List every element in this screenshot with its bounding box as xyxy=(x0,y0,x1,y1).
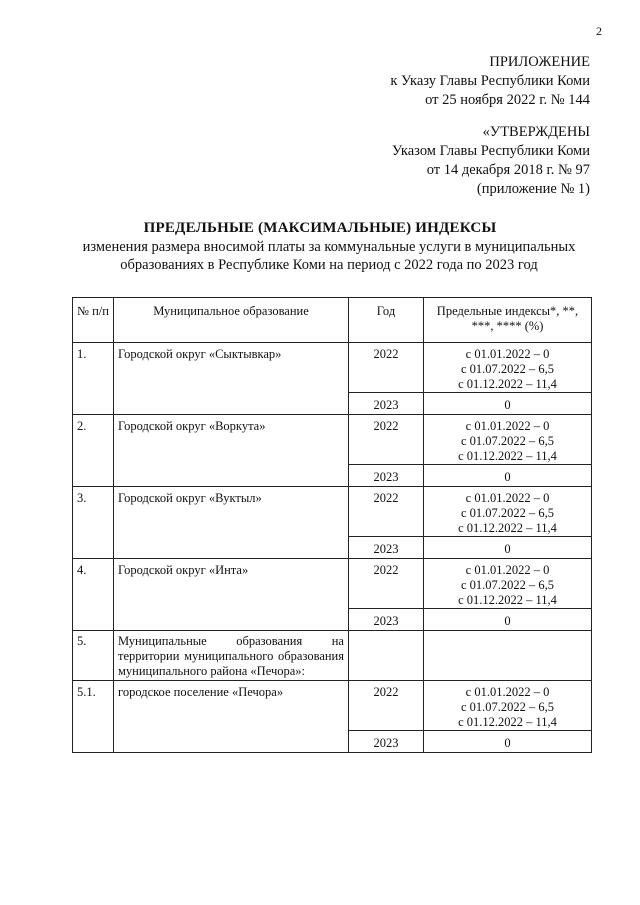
appendix-label: ПРИЛОЖЕНИЕ xyxy=(489,54,590,70)
index-value: с 01.12.2022 – 11,4 xyxy=(458,715,557,729)
row-municipality: Муниципальные образования на территории муниципального образования муниципального района «Печора»: xyxy=(114,631,349,681)
row-indices xyxy=(424,681,592,731)
index-value: с 01.07.2022 – 6,5 xyxy=(460,506,555,520)
page-number: 2 xyxy=(596,24,602,38)
index-value: с 01.12.2022 – 11,4 xyxy=(458,593,557,607)
indices-table xyxy=(72,297,592,753)
row-year: 2023 xyxy=(349,731,424,753)
row-indices xyxy=(424,415,592,465)
row-year xyxy=(349,631,424,681)
document-title xyxy=(0,219,640,274)
index-value: с 01.07.2022 – 6,5 xyxy=(460,362,555,376)
table-row xyxy=(73,681,592,731)
row-municipality: городское поселение «Печора» xyxy=(114,681,349,753)
row-num: 2. xyxy=(73,415,114,487)
row-num: 3. xyxy=(73,487,114,559)
index-value: с 01.12.2022 – 11,4 xyxy=(458,449,557,463)
row-year: 2023 xyxy=(349,609,424,631)
row-indices xyxy=(424,487,592,537)
row-municipality: Городской округ «Сыктывкар» xyxy=(114,343,349,415)
index-value: 0 xyxy=(424,609,592,631)
row-indices xyxy=(424,559,592,609)
row-indices xyxy=(424,343,592,393)
row-year: 2022 xyxy=(349,487,424,537)
header-indices: Предельные индексы*, **, ***, **** (%) xyxy=(424,298,592,343)
title-subtitle-line2: образованиях в Республике Коми на период с 2022 года по 2023 год xyxy=(120,257,538,273)
row-year: 2023 xyxy=(349,465,424,487)
index-value: с 01.07.2022 – 6,5 xyxy=(460,578,555,592)
approved-decree-date: от 14 декабря 2018 г. № 97 xyxy=(426,162,590,178)
header-num: № п/п xyxy=(73,298,114,343)
row-year: 2023 xyxy=(349,537,424,559)
index-value: с 01.01.2022 – 0 xyxy=(465,491,550,505)
index-value: с 01.01.2022 – 0 xyxy=(465,347,550,361)
row-num: 5. xyxy=(73,631,114,681)
row-municipality: Городской округ «Инта» xyxy=(114,559,349,631)
title-main: ПРЕДЕЛЬНЫЕ (МАКСИМАЛЬНЫЕ) ИНДЕКСЫ xyxy=(143,220,497,236)
index-value: с 01.07.2022 – 6,5 xyxy=(460,700,555,714)
table-row xyxy=(73,487,592,537)
approved-label: «УТВЕРЖДЕНЫ xyxy=(482,124,590,140)
table-header-row xyxy=(73,298,592,343)
index-value: с 01.07.2022 – 6,5 xyxy=(460,434,555,448)
index-value: с 01.12.2022 – 11,4 xyxy=(458,521,557,535)
table-row xyxy=(73,631,592,681)
row-year: 2022 xyxy=(349,343,424,393)
index-value: 0 xyxy=(424,465,592,487)
approved-decree-ref: Указом Главы Республики Коми xyxy=(391,143,590,159)
row-num: 4. xyxy=(73,559,114,631)
table-row xyxy=(73,415,592,465)
header-year: Год xyxy=(349,298,424,343)
approved-block xyxy=(392,123,590,199)
table-row xyxy=(73,559,592,609)
index-value: с 01.01.2022 – 0 xyxy=(465,563,550,577)
index-value: 0 xyxy=(424,537,592,559)
row-year: 2022 xyxy=(349,415,424,465)
row-year: 2023 xyxy=(349,393,424,415)
title-subtitle-line1: изменения размера вносимой платы за коммунальные услуги в муниципальных xyxy=(82,239,576,255)
index-value: с 01.12.2022 – 11,4 xyxy=(458,377,557,391)
appendix-decree-date: от 25 ноября 2022 г. № 144 xyxy=(425,92,590,108)
row-municipality: Городской округ «Воркута» xyxy=(114,415,349,487)
index-value: с 01.01.2022 – 0 xyxy=(465,419,550,433)
row-num: 5.1. xyxy=(73,681,114,753)
row-num: 1. xyxy=(73,343,114,415)
appendix-block xyxy=(390,53,590,110)
approved-appendix-note: (приложение № 1) xyxy=(476,181,590,197)
header-municipality: Муниципальное образование xyxy=(114,298,349,343)
index-value: 0 xyxy=(424,731,592,753)
index-value: 0 xyxy=(424,393,592,415)
index-value: с 01.01.2022 – 0 xyxy=(465,685,550,699)
row-indices xyxy=(424,631,592,681)
table-row xyxy=(73,343,592,393)
appendix-decree-ref: к Указу Главы Республики Коми xyxy=(390,73,590,89)
row-year: 2022 xyxy=(349,559,424,609)
row-year: 2022 xyxy=(349,681,424,731)
row-municipality: Городской округ «Вуктыл» xyxy=(114,487,349,559)
